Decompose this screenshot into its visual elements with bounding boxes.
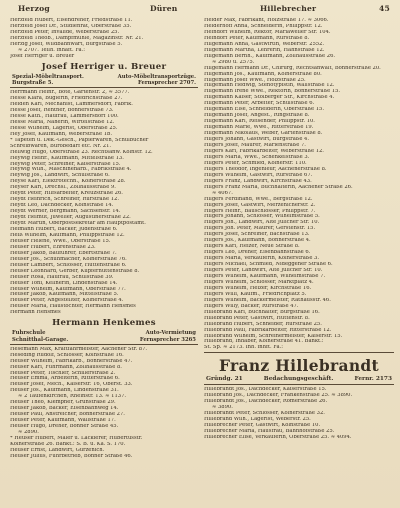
- directory-entry: Hilgers Karl, Heizer, Neue Straße 8.: [204, 244, 300, 250]
- directory-entry: Hilgemann Anna, Gastwirtin, Weberstr. 2552.: [204, 41, 324, 47]
- directory-entry: Schreibwaren, Bürobedarf etc. Nr. 21.: [10, 143, 112, 149]
- directory-entry: Hilgemann Hedwig, Stenotypistin, Wallstraße 12.: [204, 83, 335, 89]
- directory-entry: Heuser Emma, Arbeiterin, Ritterstraße 6.: [10, 376, 120, 382]
- directory-entry: Hillebrand Peter, Gastwirt, Hüttenstr. 8.: [204, 315, 310, 321]
- directory-entry: Hesse Josef, Rentner, Bonnerstraße 73.: [10, 107, 114, 113]
- ad-henkemes-phone: Fernsprecher 3265: [139, 336, 196, 343]
- directory-entry: Heywig Wilh., Maschinenarb., Fabrikstraße 4.: [10, 167, 132, 173]
- directory-entry: Heuser Peter, Angestellter, Kölnerstraße 4.: [10, 298, 124, 304]
- ad-hillebrandt-phone: Fernr. 2173: [354, 376, 392, 383]
- directory-entry: Heiden Karl, Mechanist, Lämmersdorf, Fabrik.: [10, 101, 133, 107]
- directory-entry: Herzfeld Hubert, Eisendreher, Friedstraße 11.: [10, 18, 133, 23]
- directory-entry: Heuser Hubert, Ehrenstraße 23.: [10, 244, 96, 250]
- directory-entry: Heywig Peter, Schreiner, Kaiserstraße 15.: [10, 161, 121, 167]
- directory-entry: Hilgemann Nikolaus, Weber, Gartenstraße 8.: [204, 131, 323, 137]
- ad-divider: [204, 352, 394, 353]
- directory-entry: Hilgers Johann, Gastwirt, Burgstraße 4.: [204, 137, 309, 143]
- directory-entry: Heindorf Peter, Kaufmann, Rurstraße 8.: [204, 35, 310, 41]
- directory-entry: Heydt Leo, Dachdecker, Kölnstraße 14.: [10, 203, 114, 209]
- directory-entry: Heuser Ernst, Landwirt, Gürzenich.: [10, 447, 105, 453]
- directory-entry: Hermann Hensmes: [10, 310, 61, 316]
- directory-entry: ≈ 3890.: [212, 405, 233, 411]
- directory-entry: Heuser Jakob, Bauführer, Ebertstraße 7.: [10, 250, 117, 256]
- directory-entry: Herzig Josef, Wildbahnwart, Burgstraße 5.: [10, 41, 123, 47]
- directory-entry: Heuser Jakob, Bäcker, Eisenbahnweg 14.: [10, 406, 119, 412]
- ad-divider: [10, 344, 198, 345]
- directory-entry: Kölnerstraße 26. Bankt.: S. B. u. Ka. S. 170.: [10, 441, 126, 447]
- directory-entry: Hilgers Wilhelm, Heizer, Kirchstraße 16.: [204, 285, 312, 291]
- directory-entry: Heuser Karl, Fuhrmann, Zollhausstraße 8.: [10, 364, 122, 370]
- left-entries-top: [10, 18, 198, 60]
- directory-entry: Heider Max, Fabrikant, Holzstraße 17. ≈ 3066.: [204, 18, 329, 23]
- header-right-keyword: Hillebrecher: [260, 4, 317, 13]
- directory-entry: Hilgers Theodor, Ingenieur, Aachenerstraße 8.: [204, 166, 327, 172]
- header-city: Düren: [150, 4, 178, 13]
- directory-entry: Hesse Wilhelm, Lagerist, Oberstraße 25.: [10, 125, 118, 131]
- directory-entry: Hillebrand Paul, Fabrikarbeiter, Ritterstraße 12.: [204, 327, 332, 333]
- directory-entry: Hilgers Wilhelm, Gastwirt, Rurstraße 67.: [204, 172, 313, 178]
- ad-henkemes-service-2: Auto-Vermietung: [145, 330, 196, 337]
- directory-entry: Hilgers Karl, Fabrikarbeiter, Weberstraße 12.: [204, 148, 324, 154]
- ad-herriger-address: Burgstraße 5.: [12, 79, 54, 86]
- right-column: [204, 18, 394, 441]
- directory-entry: Hilgers Maria, Verkäuferin, Kölnerstraße 3.: [204, 256, 319, 262]
- directory-entry: Heuser Helene, Wwe., Oberstraße 15.: [10, 238, 111, 244]
- directory-entry: Heseding Rudolf, Schlosser, Kölnstraße 16.: [10, 352, 124, 358]
- directory-entry: Hilgers Peter, Schmied, Kölnerstr. 110.: [204, 160, 307, 166]
- directory-entry: Heuser Toni, Kellnerin, Lindenstraße 14.: [10, 280, 118, 286]
- directory-entry: Heuser Josef, Mech., Kaiserstr. 16, Oberst. 33.: [10, 382, 133, 388]
- directory-entry: Heuser Lambert, Schlosser, Hüttenstraße 6.: [10, 262, 127, 268]
- directory-entry: Hillebrecher Maria, Hausfrau, Bahnhofstraße 25.: [204, 429, 335, 435]
- ad-hillebrandt-founded: Gründg. 21: [206, 376, 243, 383]
- ad-henkemes-title: Hermann Henkemes: [52, 318, 156, 329]
- ad-herriger-phone: Fernsprecher 2707.: [138, 79, 196, 86]
- directory-entry: Hesse Kath., Haufrau, Lämmersdorf 100.: [10, 113, 119, 119]
- directory-entry: ≈ 2 Taufenkirchen, Rheinstr. 13. ≈ 1137.: [18, 394, 127, 400]
- directory-entry: Heuser Jakob, Kaufmann, Mittelstraße 5.: [10, 292, 119, 298]
- directory-entry: Heuser Wilhelm, Kaufmann, Oberstraße 77.: [10, 286, 126, 292]
- directory-entry: Herzfeld Peter, Invalide, Weberstraße 25.: [10, 29, 120, 35]
- directory-entry: Heywig Heinr., Kaufmann, Mittelstraße 13.: [10, 155, 124, 161]
- directory-entry: Hilgemann Karl, Reisender, Philippstr. 10.: [204, 119, 315, 125]
- page-number: 45: [379, 4, 390, 13]
- directory-entry: ≈ 4067.: [212, 190, 233, 196]
- directory-entry: Hilgers Willy, Bäcker, Rurstraße 47.: [204, 303, 299, 309]
- directory-entry: Heuser Peter, Kaufmann, Wallstraße 17.: [10, 418, 116, 424]
- right-entries-top: [204, 18, 394, 351]
- directory-entry: Hilgers Ferdinand, Wwe., Bergstraße 12.: [204, 196, 313, 202]
- directory-entry: Hillebrand Jos., Dachdecker, Frankenstraße 25. ≈ 3890.: [204, 393, 353, 399]
- directory-entry: Hilgemann Jos., Kaufmann, Kölnerstraße 80.: [204, 71, 322, 77]
- directory-entry: Heiderhoff Anna, Schneiderin, Philippstr. 12.: [204, 23, 323, 29]
- directory-entry: Hillebrandt Jos., Dachdecker, Römerstraße 26.: [204, 399, 328, 405]
- directory-entry: Heiß Wilhelm, Kaufmann, Philippstraße 12.: [10, 232, 125, 238]
- directory-entry: Hilgers Wilhelm, Kaufmann, Wilhelmstraße 7.: [204, 273, 326, 279]
- right-entries-bottom: [204, 387, 394, 441]
- directory-entry: Hilgers Josef, Maurer, Marienstraße 7.: [204, 143, 306, 149]
- directory-entry: Hilgemann Hermann Dr., Chirurg, Rechtsanwalt, Bonnerstraße 20.: [204, 65, 381, 71]
- directory-entry: Heindorf Wilhelm, Rektor, Mariaweiler Str. 104.: [204, 29, 331, 35]
- directory-entry: ≈ 2980 u. 2575.: [212, 59, 255, 65]
- directory-entry: Hilgers Michael, Schmied, Nideggener Straße 6.: [204, 262, 333, 268]
- directory-entry: Hilgemann Josef, Angest., Ringstraße 8.: [204, 113, 310, 119]
- directory-entry: Hillebrandt Jos., Dachdecker, Kaiserstraße 15.: [204, 387, 327, 393]
- directory-entry: Hilgemann Josef Wwe., Holzstraße 25.: [204, 77, 306, 83]
- directory-entry: Hillebrecher Elise, Verkäuferin, Oberstraße 25. ≈ 4094.: [204, 435, 352, 440]
- ad-henkemes-address: Schnitthal-Garage.: [12, 336, 69, 343]
- ad-divider: [10, 87, 198, 88]
- ad-herriger-service-2: Auto-Möbeltransportzüge.: [117, 73, 196, 80]
- directory-entry: Hilgers Leo, Dreher, Eisenbahnstraße 6.: [204, 250, 311, 256]
- directory-entry: Hilgemann Marie, Wwe., Ritterstraße 19.: [204, 125, 314, 131]
- directory-entry: Hilgers Josef, Gastwirt, Merzenicherstr. 2.: [204, 202, 316, 208]
- ad-divider: [204, 384, 394, 385]
- left-entries-mid: [10, 90, 198, 316]
- directory-entry: Heuser Jos., Kaufmann, Lindenstraße 31.: [10, 388, 119, 394]
- directory-entry: Heuser Wilhelm, Fabrikarb., Bonnerstraße 47.: [10, 358, 133, 364]
- directory-entry: Hilgers Willi, Kaufm., Friedrichplatz 5.: [204, 291, 307, 297]
- directory-entry: Herzfeld Theob., Dampfmühle, Magazinstr. Nr. 21.: [10, 35, 144, 41]
- directory-entry: Hillebrand Karl, Buchhalter, Burgstraße 16.: [204, 309, 320, 315]
- ad-herriger-contact: [10, 80, 198, 86]
- directory-entry: Hilgers Maria, Wwe., Schenkelstraße 3.: [204, 154, 310, 160]
- directory-entry: Hesemann Max, Kraftfahrmeister, Aachener Str. 87.: [10, 346, 148, 352]
- directory-entry: ≈ 2707. Teilh. inhaft. Fa.:: [18, 47, 86, 53]
- directory-entry: Hillebrand Wilhelm, Schreinermeister, Kaiserstr. 15.: [204, 333, 343, 339]
- directory-entry: Heuser Leonhard, Gerber, Kupferhüttenstraße 8.: [10, 268, 140, 274]
- directory-entry: Hillebrecher Peter, Gastwirt, Kölnstraße 10.: [204, 423, 321, 429]
- directory-entry: Hilgers Wilhelm, Bäckermeister, Rathausstr. 46.: [204, 297, 331, 303]
- directory-entry: Heuser Julius, Fuhrbetrieb, Bonner Straße 46.: [10, 453, 133, 459]
- directory-entry: Hilgers Peter, Landwirt, Alte Jülicher Str. 10.: [204, 268, 323, 274]
- directory-entry: Heydt Martin, Oberpostsekretär am Hauptpostamt.: [10, 221, 146, 227]
- directory-entry: Heyse Karl, Elektrotechn., Kölnerstraße 28.: [10, 179, 126, 185]
- directory-entry: Heuser Peter, Tischler, Schillerstraße 2.: [10, 370, 116, 376]
- directory-entry: Heuser Hugo, Dreher, Bonner Straße 45.: [10, 424, 119, 430]
- left-entries-bottom: [10, 347, 198, 460]
- directory-entry: Heuser Jos., Schuhmacher, Kölnerstraße 76.: [10, 256, 127, 262]
- directory-entry: Heydt Werner, Bergmann, Sachsenstr. 14.: [10, 209, 121, 215]
- directory-entry: Heuser Theo, Klempner, Grünstraße 29.: [10, 400, 116, 406]
- directory-entry: Hey Josef, Kaufmann, Weberstraße 1b.: [10, 131, 112, 137]
- directory-entry: Hilgers Heinr., Bauschlosser, Philippstr. 7.: [204, 208, 316, 214]
- ad-herriger-service-1: Spezial-Möbeltransport.: [12, 73, 84, 80]
- directory-entry: Hilgers Joh., Landwirt, Alte Jülicher Str. 10.: [204, 220, 320, 226]
- directory-entry: Hilgemann Kaiser, Stolberger Str., Kirchstraße 4.: [204, 95, 335, 101]
- directory-entry: Heydt Helmut, Juwelier, Augustinerstraße 22.: [10, 215, 131, 221]
- directory-entry: Hilgers Wilhelm, Schlosser, Marktplatz 4.: [204, 279, 314, 285]
- directory-entry: Hellwig Hugo, Oberstraße 23. Rechtsanw. Kölnstr. 12.: [10, 149, 153, 155]
- directory-entry: Hesse Maria, Näherin, Wirtelstraße 12.: [10, 119, 115, 125]
- directory-entry: Hilgemann Peter, Arbeiter, Schulstraße 6.: [204, 101, 315, 107]
- directory-entry: Hillebrandt Peter, Schlosser, Kölnerstraße 32.: [204, 411, 325, 417]
- directory-entry: * Heuser Hubert, Maler u. Lackierer, Hubertusstr.: [10, 436, 143, 441]
- directory-entry: Hillebrand Wilh., Lagerist, Weberstr. 25.: [204, 417, 311, 423]
- directory-entry: Heyser Karl, Drechsl., Zollhausstraße 9.: [10, 185, 116, 191]
- directory-entry: Hilgers Johann, Schlosser, Wilhelmstraße 5.: [204, 214, 320, 220]
- ad-henkemes-service-1: Fuhrschule: [12, 330, 46, 337]
- directory-entry: Hilgemann Irene Wwe., Rektorin, Bonnerstraße 15.: [204, 89, 341, 95]
- directory-entry: ≈ 2890.: [18, 430, 39, 436]
- directory-entry: * Tapeten u. Dek.-Gesch., Papierwaren, Schulbücher: [10, 137, 149, 143]
- directory-entry: Heuser Paul, Anstreicher, Bonnerstraße 27.: [10, 412, 125, 418]
- directory-entry: Heuser Maria, Haustochter, Hermann Hensmes: [10, 304, 136, 310]
- directory-entry: Hilgemann Else, Schneiderin, Oberstraße 15.: [204, 107, 324, 113]
- ad-henkemes-contact: [10, 337, 198, 343]
- left-column: [10, 18, 198, 460]
- directory-entry: Heydt Peter, Hilfsarbeiter, Kreuzstraße 26.: [10, 191, 123, 197]
- ad-hillebrandt-title: Franz Hillebrandt: [219, 356, 379, 376]
- directory-entry: Hillebrand Hubert, Schneider, Rurstraße 25.: [204, 321, 322, 327]
- directory-entry: Hillebrand, Inhaber, Kölnerstraße 41. Bankt.:: [204, 339, 324, 345]
- directory-entry: Hilgers Jos., Kaufmann, Bonnerstraße 4.: [204, 238, 311, 244]
- directory-entry: Heuser Rosa, Haufrau, Schulstraße 39.: [10, 274, 114, 280]
- directory-entry: Hesse Klara, Büglerin, Friedrichstraße 27.: [10, 96, 123, 102]
- directory-entry: Hilgers Joh. Peter, Maurer, Gerstenstr. 15.: [204, 226, 316, 232]
- page-header: [10, 4, 392, 16]
- directory-entry: Herzfeld Josef Dr., Studienrat, Oberstraße 35.: [10, 23, 132, 29]
- ad-hillebrandt-service: Bedachungsgeschäft.: [263, 376, 334, 383]
- directory-entry: Hilgemann Bernh., Kaufmann, Zollhausstraße 26.: [204, 53, 336, 59]
- directory-entry: Hilgers Franz Maria, Buchhalterin, Aachener Straße 26.: [204, 184, 353, 190]
- header-left-keyword: Herzog: [18, 4, 50, 13]
- directory-entry: Heimann Hubert, Bäcker, Judenstraße 6.: [10, 227, 118, 232]
- ad-hillebrandt-sub: [204, 376, 394, 383]
- directory-entry: Hilgers Josef, Schreiner, Bachstraße 13.: [204, 232, 310, 238]
- directory-entry: Heywig Jos., Landwirt, Schulstraße 6.: [10, 173, 110, 179]
- directory-entry: Hilgemann Martha, Lehrerin, Hahnstraße 12.: [204, 47, 325, 53]
- directory-entry: Hilgers Franz, Landwirt, Kirchstraße 43.: [204, 178, 312, 184]
- directory-entry: St. Sp. ≈ 2173. Inh. inhft. Fa.:: [204, 345, 284, 351]
- directory-entry: Heydt Heinrich, Schreiner, Rurstraße 12.: [10, 197, 119, 203]
- directory-entry: Herrmann Heinr., Bote, Gartenstr. 2, ≈ 3577.: [10, 90, 130, 96]
- ad-herriger-title: Josef Herriger u. Breuer: [41, 61, 167, 72]
- directory-entry: Josef Herriger u. Breuer: [10, 53, 75, 59]
